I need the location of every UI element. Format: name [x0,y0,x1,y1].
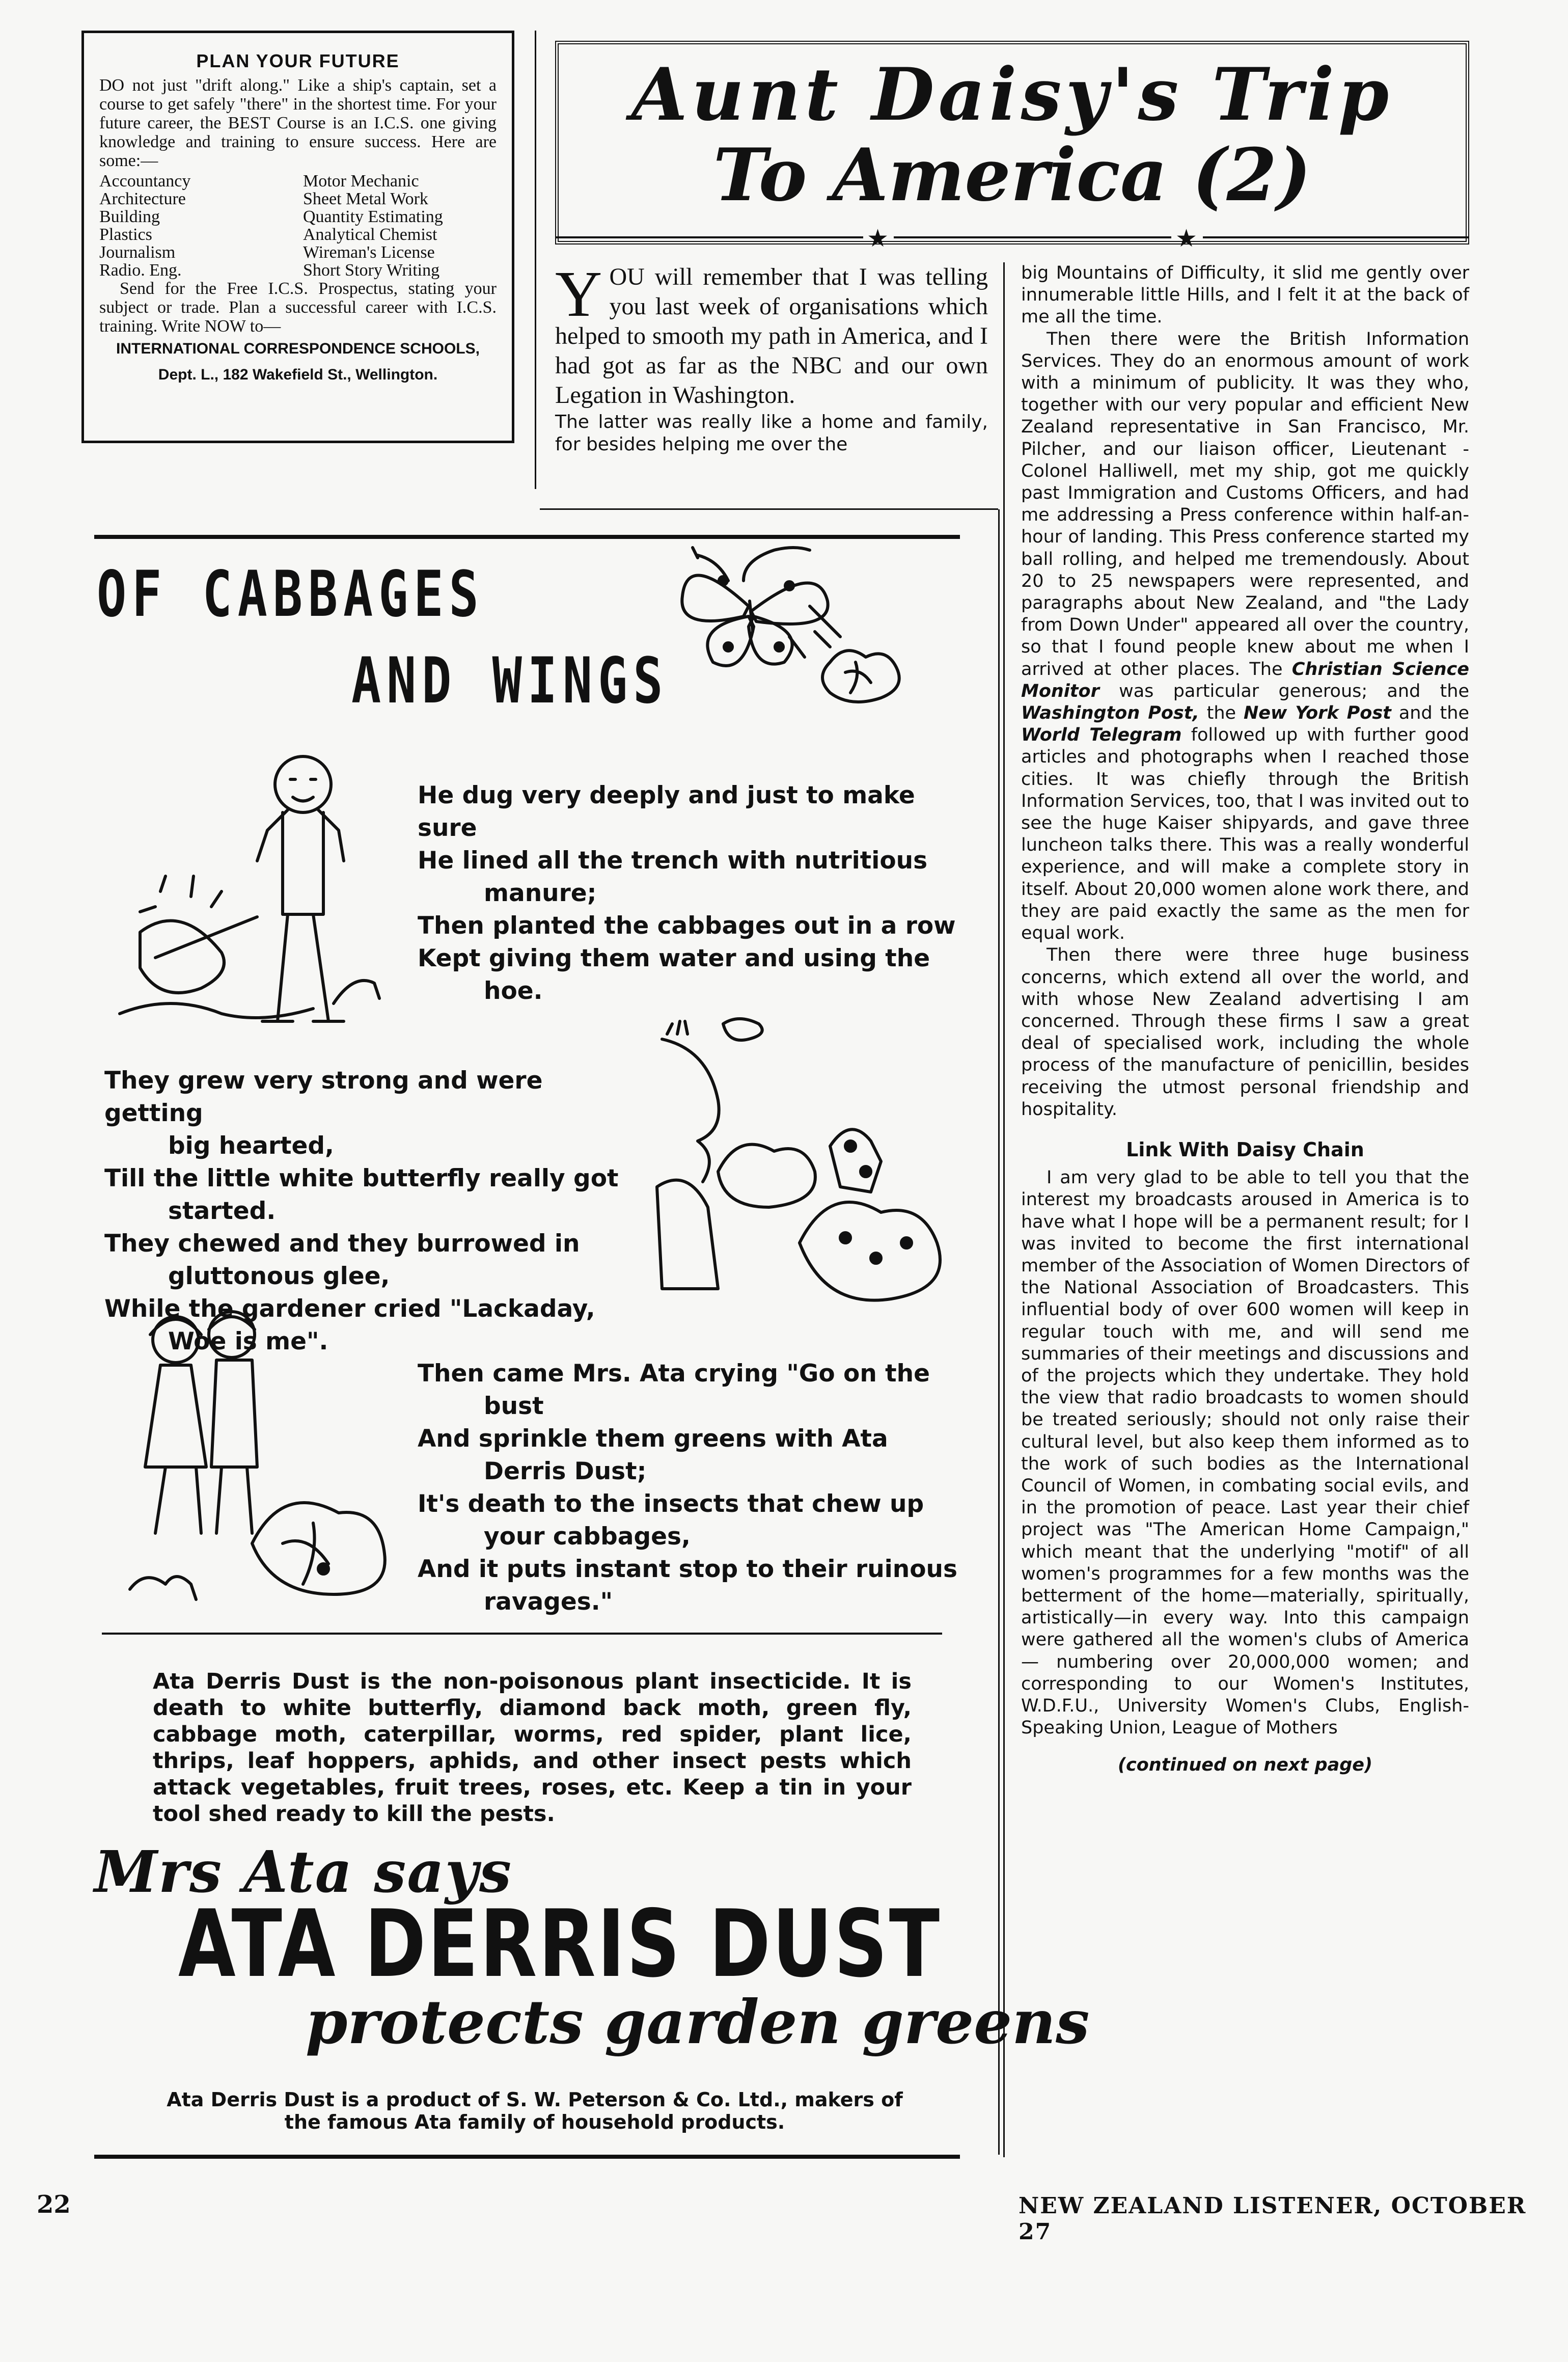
verse-line: your cabbages, [484,1523,691,1551]
article-subheading: Link With Daisy Chain [1126,1138,1364,1161]
course-item: Motor Mechanic [303,172,419,191]
ad-body-text: Ata Derris Dust is the non-poisonous plant insecticide. It is death to white butterfly, diamond back moth, green fly, cabbage moth, caterpillar, worms, red spider, plant lice, thrips, leaf hoppers, aphids, and other insect pests which attack vegetables, fruit trees, roses, etc. Keep a tin in your tool shed ready to kill the pests. [153,1669,912,1827]
butterfly-illustration [662,545,906,713]
course-item: Building [99,207,160,226]
ics-advert-send: Send for the Free I.C.S. Prospectus, stating your subject or trade. Plan a successful career with I.C.S. training. Write NOW to— [99,279,497,336]
mrs-ata-says: Mrs Ata says [94,1839,513,1906]
ad-maker-line: Ata Derris Dust is a product of S. W. Peterson & Co. Ltd., makers of the famous Ata family of household products. [167,2088,903,2133]
star-icon: ★ [867,224,889,253]
verse-line: manure; [484,879,597,907]
article-intro-small: The latter was really like a home and family, for besides helping me over the [555,412,988,455]
verse-line: big hearted, [168,1132,334,1160]
verse-line: Derris Dust; [484,1457,647,1485]
ad-title-line1: OF CABBAGES [97,558,484,631]
article-paragraph: Then there were the British Information Services. They do an enormous amount of work with a minimum of publicity. It was they who, together with our very popular and efficient New Zealand representative in San Francisco, Mr. Pilcher, and our liaison officer, Lieutenant - Colonel Halliwell, met my ship, got me quickly past Immigration and Customs Officers, and had me addressing a Press conference within half-an-hour of landing. This Press conference started my ball rolling, and helped me tremendously. About 20 to 25 newspapers were represented, and paragraphs about New Zealand, and "the Lady from Down Under" appeared all over the country, so that I found people knew about me when I arrived at other places. The Christian Science Monitor was particular generous; and the Washington Post, the New York Post and the World Telegram followed up with further good articles and photographs when I reached those cities. It was chiefly through the British Information Services, too, that I was invited out to see the huge Kaiser shipyards, and gave three luncheon talks there. This was a really wonderful experience, and will make a complete story in itself. About 20,000 women alone work there, and they are paid exactly the same as the men for equal work. [1021,329,1469,944]
verse-line: Kept giving them water and using the [418,944,930,972]
verse-line: hoe. [484,977,543,1005]
publication-name: New York Post [1244,703,1391,724]
verse-line: He dug very deeply and just to make sure [418,781,915,842]
column-rule [1003,262,1005,2157]
publication-name: World Telegram [1021,725,1182,746]
article-paragraph: I am very glad to be able to tell you that the interest my broadcasts aroused in America is to have what I hope will be a permanent result; for I was invited to become the first international member of the Association of Women Directors of the National Association of Broadcasters. This influential body of over 600 women will keep in regular touch with me, and will send me summaries of their meetings and discussions and of the projects which they undertake. They hold the view that radio broadcasts to women should be treated seriously; should not only raise their cultural level, but also keep them informed as to the work of such bodies as the International Council of Women, in combating social evils, and in the promotion of peace. Last year their chief project was "The American Home Campaign," which meant that the underlying "motif" of all women's programmes for a few months was the betterment of the home—materially, spiritually, artistically—in every way. Into this campaign were gathered all the women's clubs of America — numbering over 20,000,000 women; and corresponding to our Women's Institutes, W.D.F.U., University Women's Clubs, English-Speaking Union, League of Mothers [1021,1168,1469,1739]
course-item: Analytical Chemist [303,225,437,244]
continued-note: (continued on next page) [1118,1755,1372,1776]
article-title-box [555,41,1469,245]
course-item: Journalism [99,243,176,262]
verse-line: And sprinkle them greens with Ata [418,1425,888,1453]
publication-footer: NEW ZEALAND LISTENER, OCTOBER 27 [1019,2193,1527,2245]
verse-line: He lined all the trench with nutritious [418,847,928,875]
star-icon: ★ [1175,224,1198,253]
ics-advert-box [81,31,514,443]
brand-name: ATA DERRIS DUST [178,1890,942,1998]
verse-line: They grew very strong and were getting [104,1067,543,1127]
gardener-illustration [109,739,415,1034]
ics-advert-body: DO not just "drift along." Like a ship's captain, set a course to get safely "there" in the shortest time. For your future career, the BEST Course is an I.C.S. one giving knowledge and training to ensure success. Here are some:— [99,76,497,170]
article-title-line1: Aunt Daisy's Trip [631,52,1393,137]
verse-line: They chewed and they burrowed in [104,1230,580,1258]
verse-line: gluttonous glee, [168,1262,390,1290]
ics-advert-title: PLAN YOUR FUTURE [196,50,400,71]
verse-line: Then planted the cabbages out in a row [418,912,956,940]
course-item: Short Story Writing [303,261,440,280]
course-item: Radio. Eng. [99,261,182,280]
verse-line: started. [168,1197,276,1225]
publication-name: Washington Post, [1021,703,1199,724]
verse-line: Till the little white butterfly really got [104,1164,619,1192]
star-rule-line [1203,236,1469,238]
woman-cabbage-illustration [647,1019,962,1304]
drop-cap: Y [555,258,602,330]
article-paragraph: big Mountains of Difficulty, it slid me gently over innumerable little Hills, and I felt it at the back of me all the time. [1021,263,1469,328]
course-item: Quantity Estimating [303,207,443,226]
ics-course-list [99,172,497,279]
course-item: Wireman's License [303,243,435,262]
ad-verse-3 [418,1358,957,1618]
ad-divider-rule [102,1633,942,1635]
title-star-rule [555,224,1469,253]
column-rule [998,509,1000,2155]
verse-line: Woe is me". [168,1327,328,1355]
course-item: Architecture [99,189,186,208]
ics-school-name: INTERNATIONAL CORRESPONDENCE SCHOOLS, [116,340,480,357]
article-paragraph: Then there were three huge business concerns, which extend all over the world, and with whose New Zealand advertising I am concerned. Through these firms I saw a great deal of specialised work, including the whole process of the manufacture of penicillin, besides receiving the utmost personal friendship and hospitality. [1021,945,1469,1120]
ad-title-line2: AND WINGS [351,644,669,718]
course-item: Sheet Metal Work [303,189,428,208]
page-number: 22 [37,2190,71,2219]
article-bottom-rule [540,508,998,510]
article-column-2 [1021,262,1469,1777]
ad-verse-1 [418,779,957,1008]
verse-line: And it puts instant stop to their ruinous [418,1555,957,1583]
verse-line: While the gardener cried "Lackaday, [104,1295,595,1323]
ics-address: Dept. L., 182 Wakefield St., Wellington. [158,366,438,383]
article-intro: OU will remember that I was telling you last week of organisations which helped to smooth my path in America, and I had got as far as the NBC and our own Legation in Washington. [555,263,988,409]
ad-top-rule [94,535,960,539]
article-column-1 [555,258,988,456]
verse-line: Then came Mrs. Ata crying "Go on the [418,1360,930,1388]
couple-illustration [109,1304,415,1620]
article-title-line2: To America (2) [713,133,1311,218]
star-rule-line [555,236,863,238]
course-item: Accountancy [99,172,191,191]
star-rule-line [894,236,1171,238]
column-rule [535,31,536,489]
verse-line: ravages." [484,1588,613,1616]
course-item: Plastics [99,225,152,244]
verse-line: It's death to the insects that chew up [418,1490,924,1518]
ad-bottom-rule [94,2155,960,2159]
publication-name: Christian Science Monitor [1021,659,1469,701]
ad-slogan: protects garden greens [306,1987,1090,2057]
verse-line: bust [484,1392,544,1420]
